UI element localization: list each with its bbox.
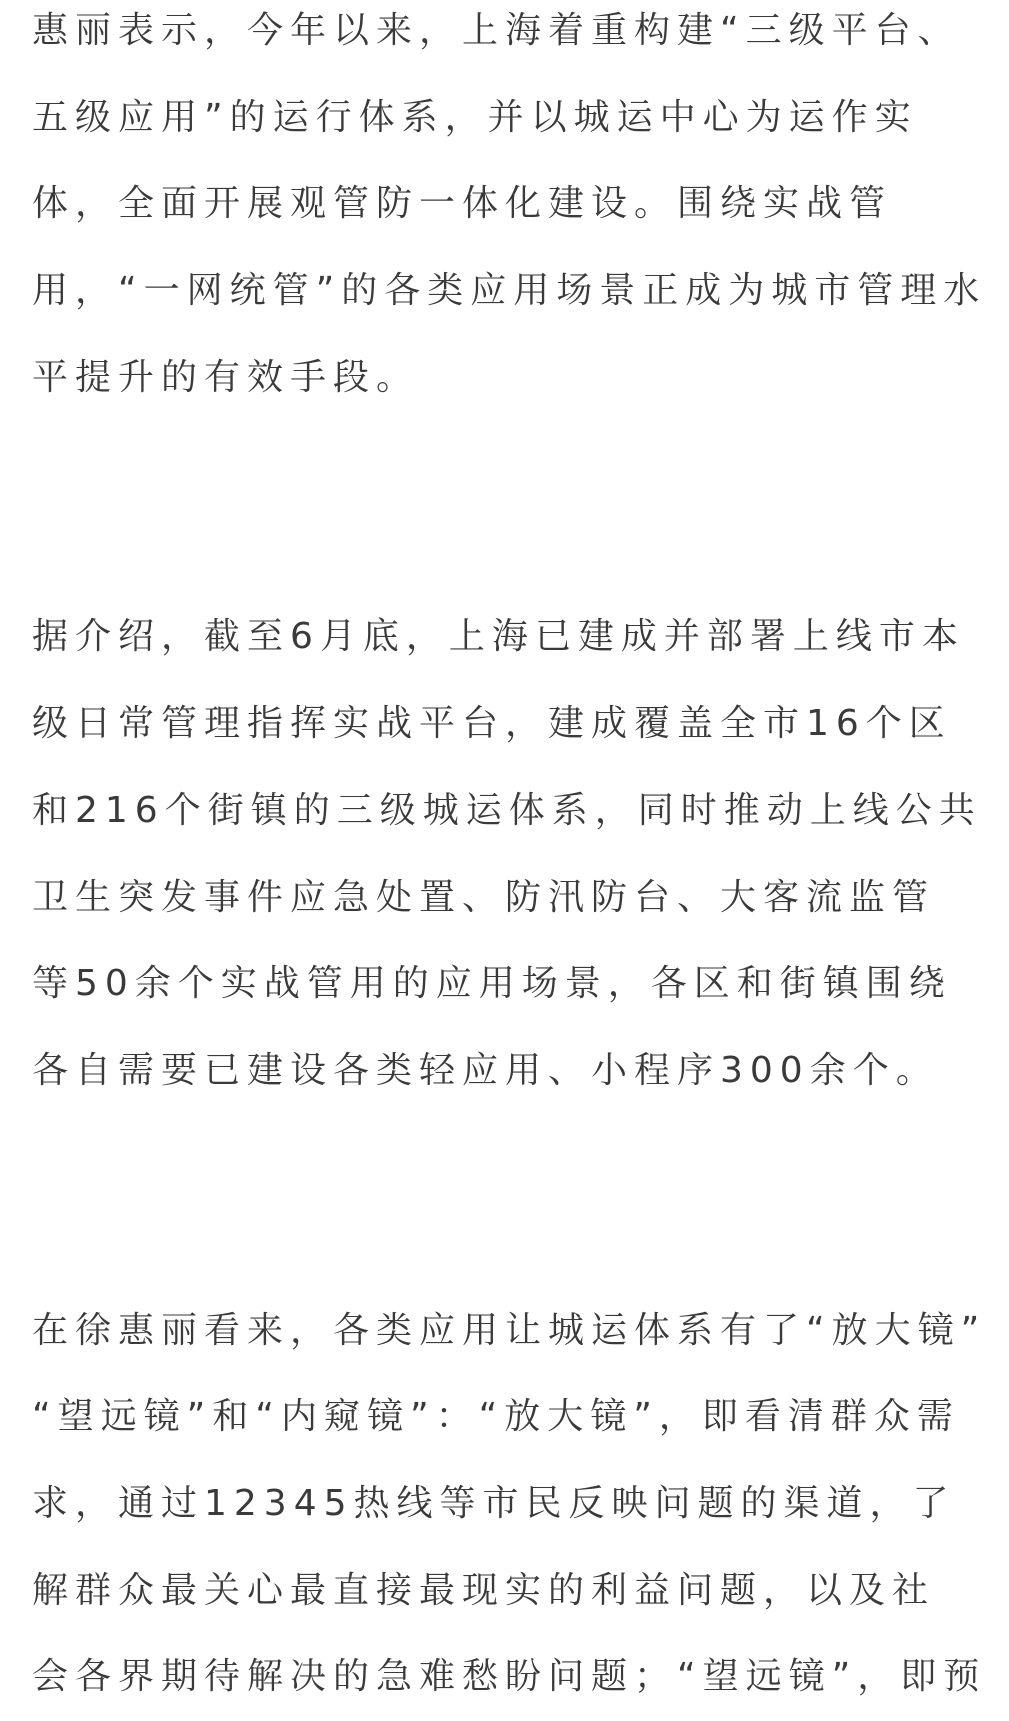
paragraph-line: 五级应用”的运行体系，并以城运中心为运作实 [32,96,918,138]
paragraph-line: 解群众最关心最直接最现实的利益问题，以及社 [32,1569,936,1611]
paragraph-line: 等50余个实战管用的应用场景，各区和街镇围绕 [32,963,952,1005]
paragraph-spacer [32,421,932,594]
paragraph-line: 惠丽表示，今年以来，上海着重构建“三级平台、 [32,10,961,51]
paragraph-line: 求，通过12345热线等市民反映问题的渠道，了 [32,1482,956,1524]
article-body [32,0,987,1721]
paragraph-line: 据介绍，截至6月底，上海已建成并部署上线市本 [32,616,965,658]
paragraph-line: 体，全面开展观管防一体化建设。围绕实战管 [32,183,893,225]
paragraph-line: 会各界期待解决的急难愁盼问题；“望远镜”，即预 [32,1656,987,1698]
paragraph-1 [32,0,987,421]
paragraph-line: 级日常管理指挥实战平台，建成覆盖全市16个区 [32,703,952,745]
paragraph-3 [32,1288,987,1721]
paragraph-line: 各自需要已建设各类轻应用、小程序300余个。 [32,1049,939,1091]
paragraph-line: 和216个街镇的三级城运体系，同时推动上线公共 [32,789,982,831]
paragraph-line: 在徐惠丽看来，各类应用让城运体系有了“放大镜” [32,1309,987,1351]
paragraph-line: “望远镜”和“内窥镜”：“放大镜”，即看清群众需 [32,1396,960,1438]
paragraph-spacer [32,1115,932,1288]
paragraph-line: 用，“一网统管”的各类应用场景正成为城市管理水 [32,270,987,312]
paragraph-2 [32,594,982,1114]
paragraph-line: 平提升的有效手段。 [32,356,420,398]
paragraph-line: 卫生突发事件应急处置、防汛防台、大客流监管 [32,876,936,918]
